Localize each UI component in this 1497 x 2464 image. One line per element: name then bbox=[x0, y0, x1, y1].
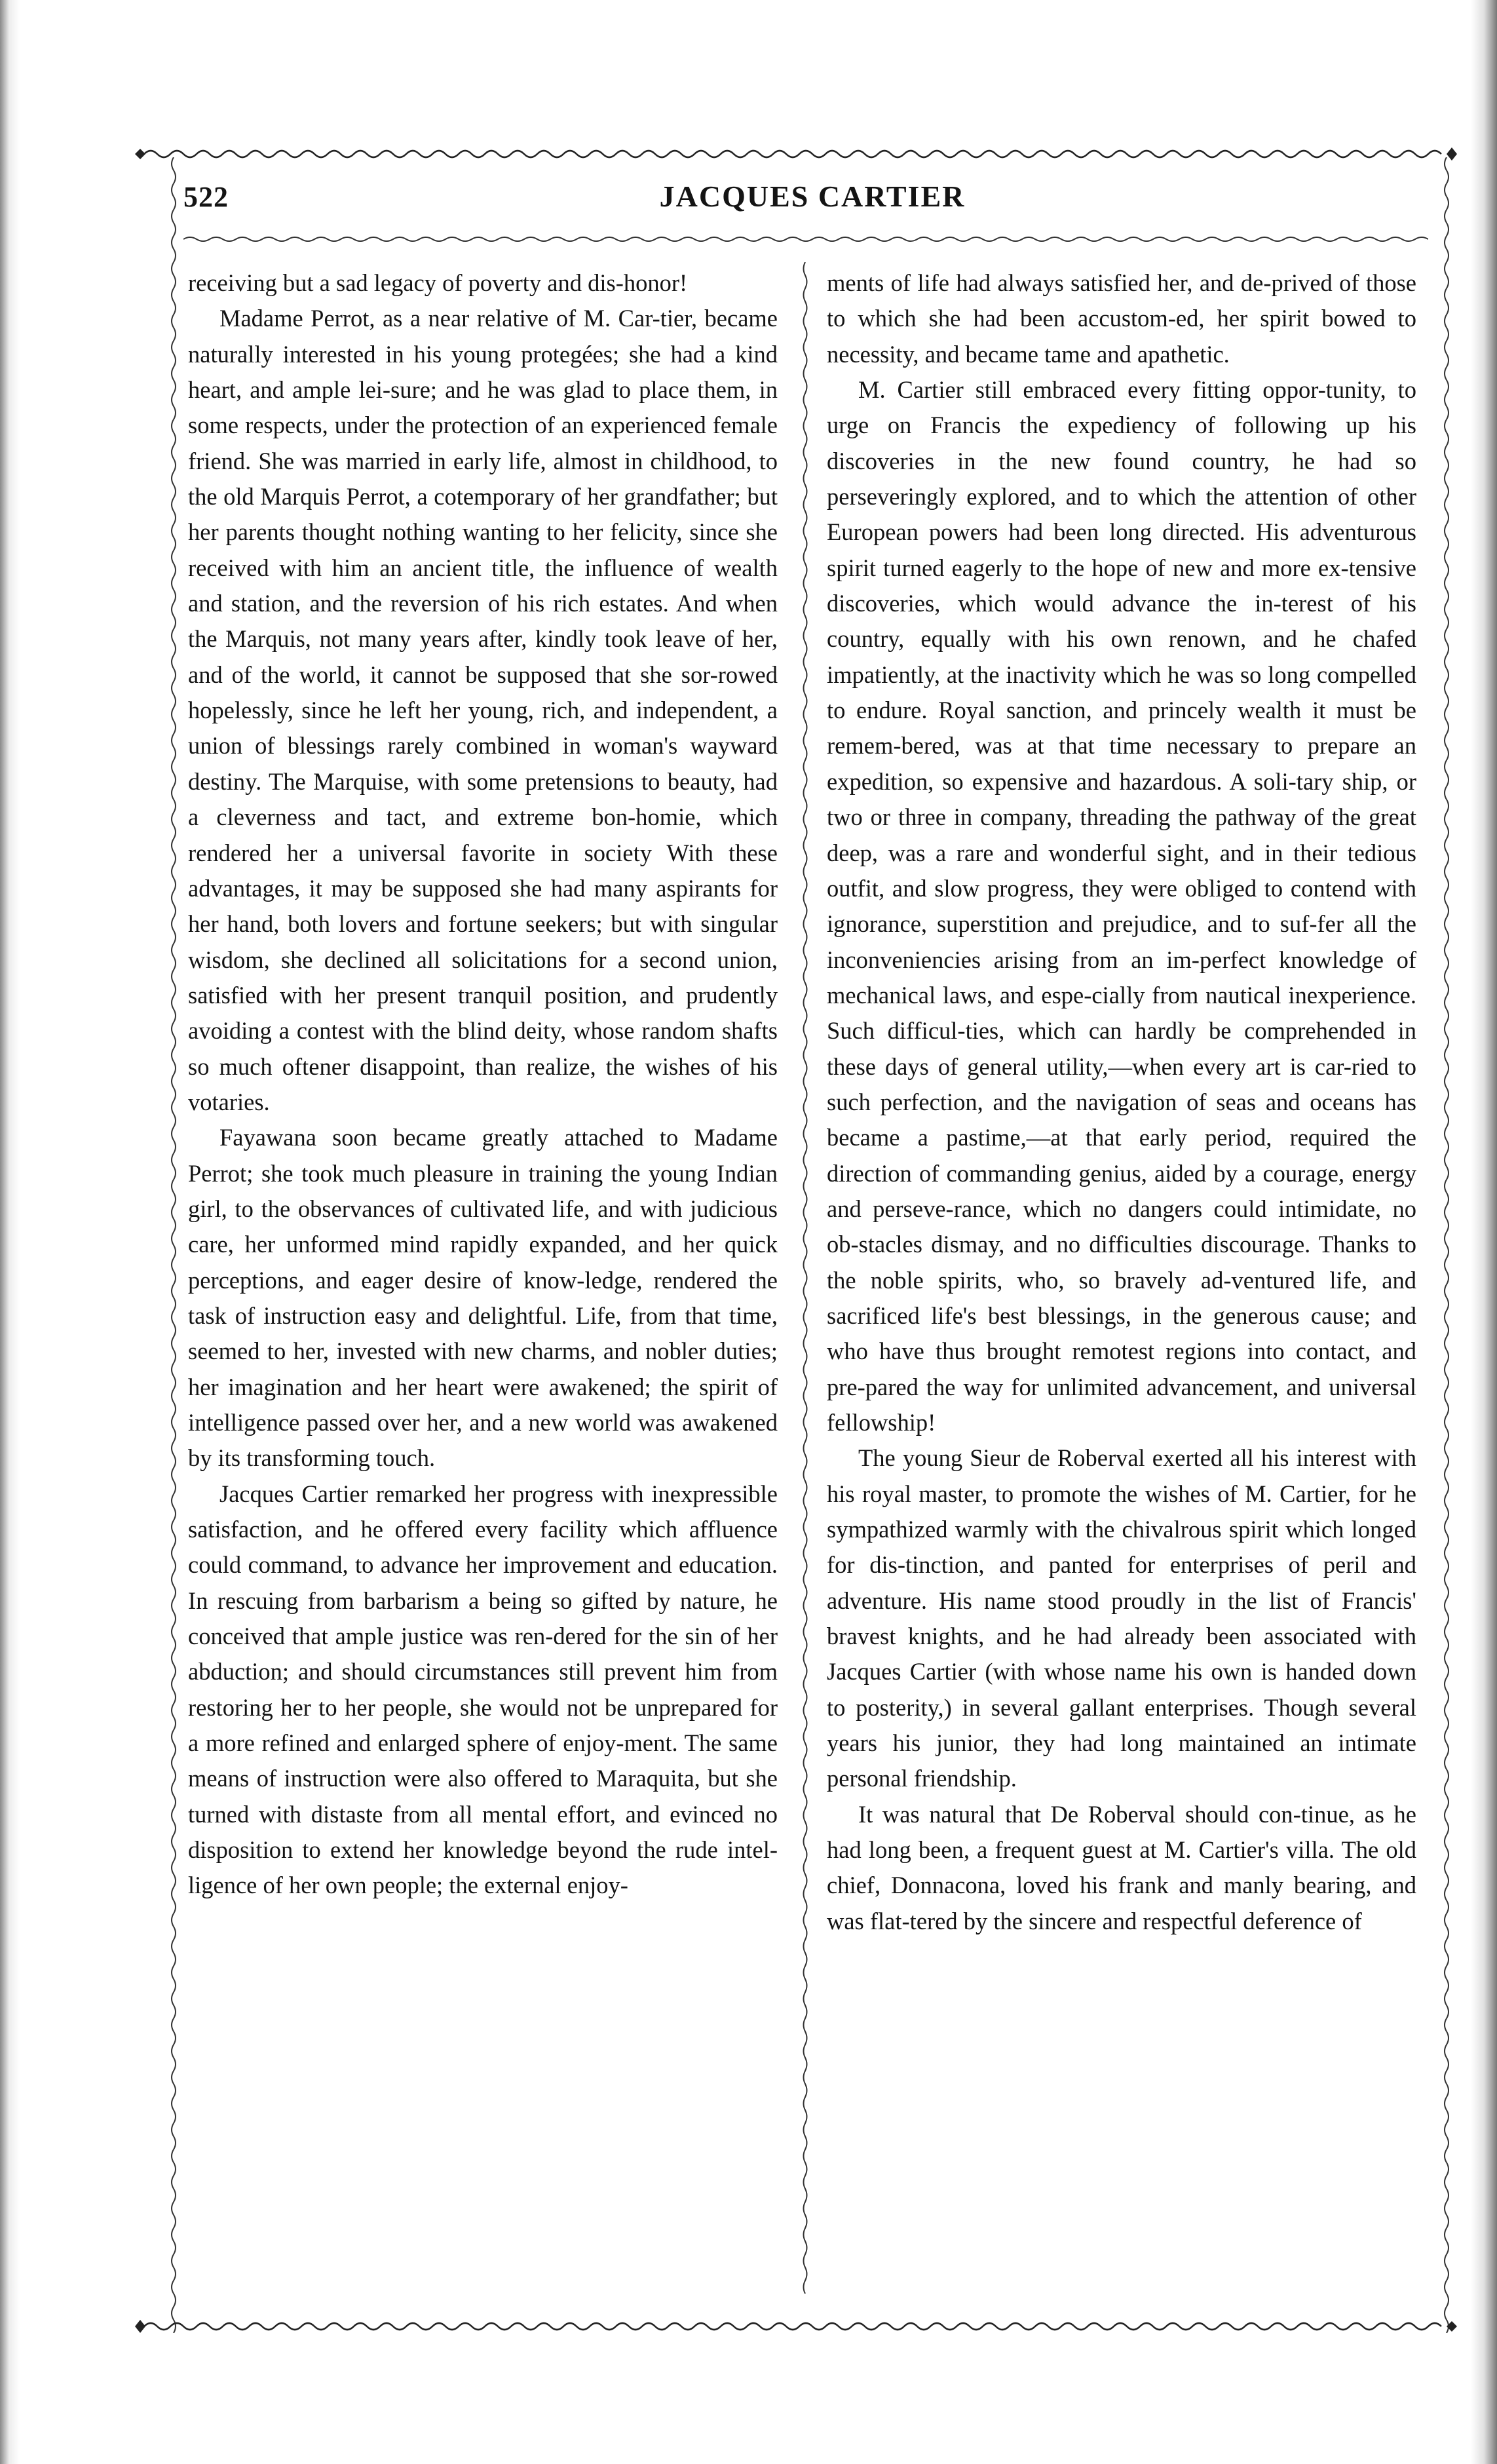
running-head: JACQUES CARTIER bbox=[659, 180, 966, 213]
right-frame-rule bbox=[1440, 157, 1453, 2333]
paragraph: receiving but a sad legacy of poverty and dis-honor! bbox=[188, 269, 688, 296]
paragraph: ments of life had always satisfied her, and de-prived of those to which she had been accustom-ed, her spirit bowed to necessity, and became tame and apathetic. bbox=[827, 269, 1416, 368]
page-edge-right bbox=[1471, 0, 1497, 2464]
top-ornamental-rule bbox=[131, 138, 1461, 170]
left-frame-rule bbox=[167, 157, 180, 2333]
bottom-ornamental-rule bbox=[131, 2310, 1461, 2343]
paragraph: Jacques Cartier remarked her progress with inexpressible satisfaction, and he offered every facility which affluence could command, to advance her improvement and education. In rescuing from barbarism a being so gifted by nature, he conceived that ample justice was ren-dered for the sin of her abduction; and should circumstances still prevent him from restoring her to her people, she would not be unprepared for a more refined and enlarged sphere of enjoy-ment. The same means of instruction were also offered to Maraquita, but she turned with distaste from all mental effort, and evinced no disposition to extend her knowledge beyond the rude intel-ligence of her own people; the external enjoy- bbox=[188, 1480, 778, 1899]
page-edge-left bbox=[0, 0, 20, 2464]
paragraph: M. Cartier still embraced every fitting oppor-tunity, to urge on Francis the expediency of following up his discoveries in the new found country, he had so perseveringly explored, and to which the attention of other European powers had been long directed. His adventurous spirit turned eagerly to the hope of new and more ex-tensive discoveries, which would advance the in-terest of his country, equally with his own renown, and he chafed impatiently, at the inactivity which he was so long compelled to endure. Royal sanction, and princely wealth it must be remem-bered, was at that time necessary to prepare an expedition, so expensive and hazardous. A soli-tary ship, or two or three in company, threading the pathway of the great deep, was a rare and wonderful sight, and in their tedious outfit, and slow progress, they were obliged to contend with ignorance, superstition and prejudice, and to suf-fer all the inconveniencies arising from an im-perfect knowledge of mechanical laws, and espe-cially from nautical inexperience. Such difficul-ties, which can hardly be comprehended in these days of general utility,—when every art is car-ried to such perfection, and the navigation of seas and oceans has became a pastime,—at that early period, required the direction of commanding genius, aided by a courage, energy and perseve-rance, which no dangers could intimidate, no ob-stacles dismay, and no difficulties discourage. Thanks to the noble spirits, who, so bravely ad-ventured life, and sacrificed life's best blessings, in the generous cause; and who have thus brought remotest regions into contact, and pre-pared the way for unlimited advancement, and universal fellowship! bbox=[827, 376, 1416, 1436]
paragraph: It was natural that De Roberval should con-tinue, as he had long been, a frequent guest at M. Cartier's villa. The old chief, Donnacona, loved his frank and manly bearing, and was flat-tered by the sincere and respectful deference of bbox=[827, 1800, 1416, 1935]
right-column bbox=[827, 265, 1416, 1939]
paragraph: Fayawana soon became greatly attached to Madame Perrot; she took much pleasure in training the young Indian girl, to the observances of cultivated life, and with judicious care, her unformed mind rapidly expanded, and her quick perceptions, and eager desire of know-ledge, rendered the task of instruction easy and delightful. Life, from that time, seemed to her, invested with new charms, and nobler duties; her imagination and her heart were awakened; the spirit of intelligence passed over her, and a new world was awakened by its transforming touch. bbox=[188, 1124, 778, 1472]
header-rule bbox=[183, 233, 1428, 246]
paragraph: The young Sieur de Roberval exerted all his interest with his royal master, to promote the wishes of M. Cartier, for he sympathized warmly with the chivalrous spirit which longed for dis-tinction, and panted for enterprises of peril and adventure. His name stood proudly in the list of Francis' bravest knights, and he had already been associated with Jacques Cartier (with whose name his own is handed down to posterity,) in several gallant enterprises. Though several years his junior, they had long maintained an intimate personal friendship. bbox=[827, 1444, 1416, 1792]
column-divider bbox=[801, 262, 810, 2294]
page-number: 522 bbox=[183, 181, 229, 213]
left-column bbox=[188, 265, 778, 1904]
paragraph: Madame Perrot, as a near relative of M. Car-tier, became naturally interested in his young protegées; she had a kind heart, and ample lei-sure; and he was glad to place them, in some respects, under the protection of an experienced female friend. She was married in early life, almost in childhood, to the old Marquis Perrot, a cotemporary of her grandfather; but her parents thought nothing wanting to her felicity, since she received with him an ancient title, the influence of wealth and station, and the reversion of his rich estates. And when the Marquis, not many years after, kindly took leave of her, and of the world, it cannot be supposed that she sor-rowed hopelessly, since he left her young, rich, and independent, a union of blessings rarely combined in woman's wayward destiny. The Marquise, with some pretensions to beauty, had a cleverness and tact, and extreme bon-homie, which rendered her a universal favorite in society With these advantages, it may be supposed she had many aspirants for her hand, both lovers and fortune seekers; but with singular wisdom, she declined all solicitations for a second union, satisfied with her present tranquil position, and prudently avoiding a contest with the blind deity, whose random shafts so much oftener disappoint, than realize, the wishes of his votaries. bbox=[188, 305, 778, 1115]
page-header bbox=[183, 174, 1428, 226]
